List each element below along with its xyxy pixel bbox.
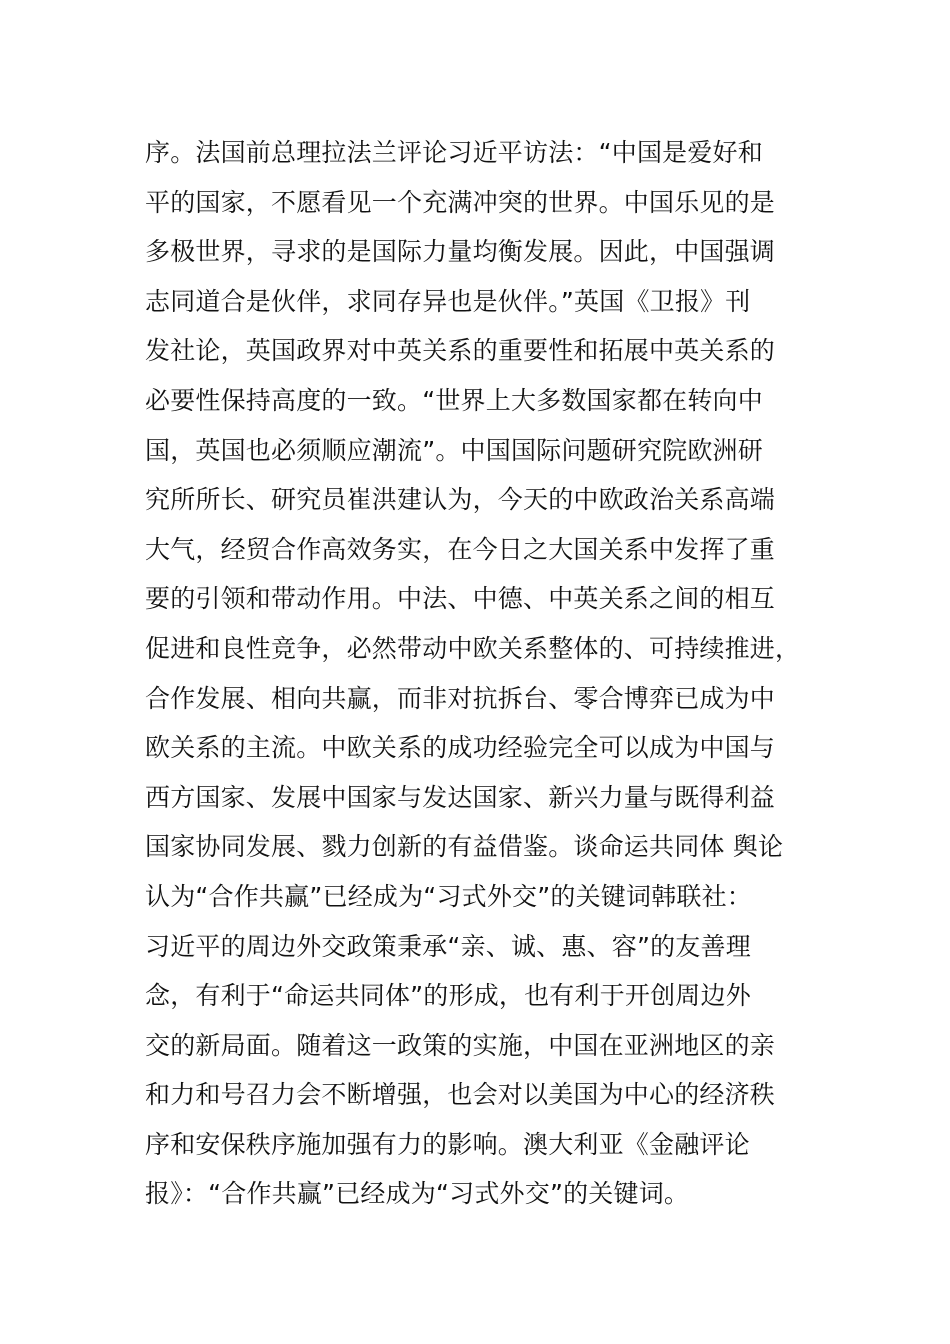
text-line-15: 国家协同发展、戮力创新的有益借鉴。谈命运共同体 舆论 bbox=[145, 832, 784, 862]
text-line-14: 西方国家、发展中国家与发达国家、新兴力量与既得利益 bbox=[145, 782, 776, 812]
text-line-17: 习近平的周边外交政策秉承“亲、诚、惠、容”的友善理 bbox=[145, 931, 751, 961]
text-line-22: 报》：“合作共赢”已经成为“习式外交”的关键词。 bbox=[145, 1179, 690, 1209]
text-line-19: 交的新局面。随着这一政策的实施，中国在亚洲地区的亲 bbox=[145, 1030, 776, 1060]
text-line-21: 序和安保秩序施加强有力的影响。澳大利亚《金融评论 bbox=[145, 1129, 750, 1159]
text-line-11: 促进和良性竞争，必然带动中欧关系整体的、可持续推进， bbox=[145, 633, 801, 663]
text-line-6: 必要性保持高度的一致。“世界上大多数国家都在转向中 bbox=[145, 385, 763, 415]
text-line-18: 念，有利于“命运共同体”的形成，也有利于开创周边外 bbox=[145, 981, 751, 1011]
text-line-20: 和力和号召力会不断增强，也会对以美国为中心的经济秩 bbox=[145, 1080, 776, 1110]
text-line-8: 究所所长、研究员崔洪建认为，今天的中欧政治关系高端 bbox=[145, 485, 776, 515]
text-line-9: 大气，经贸合作高效务实，在今日之大国关系中发挥了重 bbox=[145, 534, 776, 564]
body-text bbox=[145, 128, 805, 1219]
text-line-5: 发社论，英国政界对中英关系的重要性和拓展中英关系的 bbox=[145, 336, 776, 366]
text-line-2: 平的国家，不愿看见一个充满冲突的世界。中国乐见的是 bbox=[145, 187, 776, 217]
text-line-12: 合作发展、相向共赢，而非对抗拆台、零合博弈已成为中 bbox=[145, 683, 776, 713]
text-line-1: 序。法国前总理拉法兰评论习近平访法：“中国是爱好和 bbox=[145, 138, 763, 167]
text-line-10: 要的引领和带动作用。中法、中德、中英关系之间的相互 bbox=[145, 584, 776, 614]
text-line-7: 国，英国也必须顺应潮流”。中国国际问题研究院欧洲研 bbox=[145, 435, 763, 465]
text-line-13: 欧关系的主流。中欧关系的成功经验完全可以成为中国与 bbox=[145, 733, 776, 763]
text-line-4: 志同道合是伙伴，求同存异也是伙伴。”英国《卫报》刊 bbox=[145, 286, 751, 316]
text-line-16: 认为“合作共赢”已经成为“习式外交”的关键词韩联社： bbox=[145, 881, 753, 911]
text-line-3: 多极世界，寻求的是国际力量均衡发展。因此，中国强调 bbox=[145, 237, 776, 267]
